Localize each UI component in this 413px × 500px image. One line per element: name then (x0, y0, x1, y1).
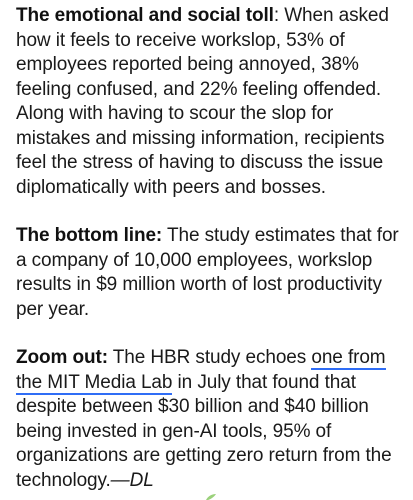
paragraph-text: The study estimates that for a company of 10,000 employees, workslop results in $9 million worth of lost productivity per year. (16, 225, 399, 320)
mit-media-lab-link[interactable]: one from the MIT Media Lab (16, 347, 386, 393)
author-byline: —DL (110, 469, 154, 491)
paragraph-lead: The bottom line: (16, 225, 163, 246)
paragraph-bottom-line (16, 224, 404, 322)
paragraph-lead: The emotional and social toll (16, 5, 274, 26)
paragraph-lead-colon: : (273, 5, 280, 26)
paragraph-lead: Zoom out: (16, 347, 108, 368)
paragraph-text: When asked how it feels to receive workslop, 53% of employees reported being annoyed, 38% feeling confused, and 22% feeling offended. Along with having to scour the slop for mistakes and missing information, recipients feel the stress of having to discuss the issue diplomatically with peers and bosses. (16, 5, 389, 198)
paragraph-text-before-link: The HBR study echoes (107, 347, 312, 368)
paragraph-emotional-toll (16, 4, 404, 200)
article-body (16, 4, 404, 493)
paragraph-zoom-out (16, 346, 404, 493)
paragraph-text-after-link: in July that found that despite between $30 billion and $40 billion being invested in gen-AI tools, 95% of organizations are getting zero return from the technology. (16, 371, 392, 491)
leaf-icon (205, 493, 217, 500)
